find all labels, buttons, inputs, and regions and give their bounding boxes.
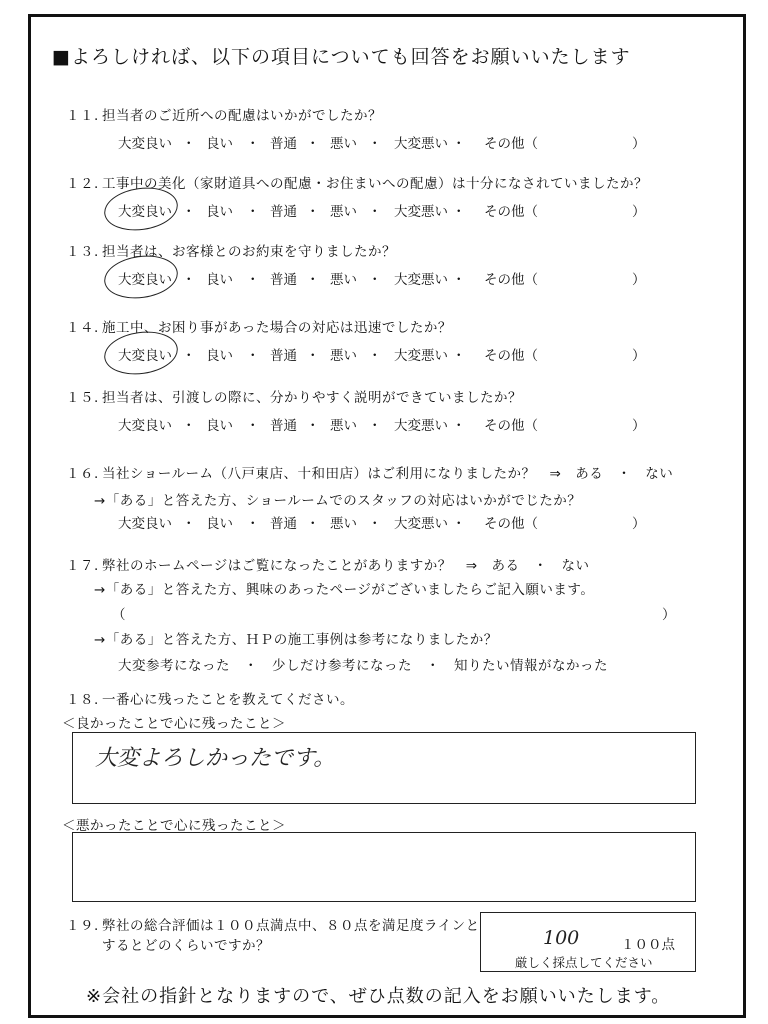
q19-line1: 弊社の総合評価は１００点満点中、８０点を満足度ラインと [102, 918, 480, 934]
q12-separator-dot: ・ [306, 204, 320, 220]
q19-score-note: 厳しく採点してください [515, 955, 653, 970]
q13-separator-dot: ・ [452, 272, 466, 288]
q18-good-answer-handwritten: 大変よろしかったです。 [95, 746, 336, 771]
q15-opt-warui[interactable]: 悪い [330, 418, 357, 434]
q12-opt-paren-close[interactable]: ） [632, 204, 646, 220]
q14-opt-yoi[interactable]: 良い [206, 348, 233, 364]
q17-paren-close: ） [662, 607, 676, 623]
q16-separator-dot: ・ [452, 516, 466, 532]
q16-separator-dot: ・ [182, 516, 196, 532]
q11-separator-dot: ・ [306, 136, 320, 152]
q13-separator-dot: ・ [368, 272, 382, 288]
q19-line2: するとどのくらいですか？ [102, 938, 270, 954]
q11-separator-dot: ・ [182, 136, 196, 152]
q14-opt-futsu[interactable]: 普通 [270, 348, 297, 364]
q11-opt-futsu[interactable]: 普通 [270, 136, 297, 152]
q15-opt-sonota[interactable]: その他（ [484, 418, 538, 434]
q16-opt-futsu[interactable]: 普通 [270, 516, 297, 532]
q14-opt-sonota[interactable]: その他（ [484, 348, 538, 364]
q16-opt-paren-close[interactable]: ） [632, 516, 646, 532]
q13-separator-dot: ・ [182, 272, 196, 288]
q13-number: １３. [66, 244, 99, 260]
q16-separator-dot: ・ [368, 516, 382, 532]
q13-opt-yoi[interactable]: 良い [206, 272, 233, 288]
q18-number: １８. [66, 692, 99, 708]
q13-opt-paren-close[interactable]: ） [632, 272, 646, 288]
q14-opt-paren-close[interactable]: ） [632, 348, 646, 364]
q18-bad-answer-box[interactable] [72, 832, 696, 902]
q15-opt-futsu[interactable]: 普通 [270, 418, 297, 434]
q15-opt-yoi[interactable]: 良い [206, 418, 233, 434]
q11-separator-dot: ・ [246, 136, 260, 152]
q14-number: １４. [66, 320, 99, 336]
q17-sub2: →「ある」と答えた方、ＨＰの施工事例は参考になりましたか？ [94, 632, 498, 648]
q12-separator-dot: ・ [182, 204, 196, 220]
q12-opt-daihen-warui[interactable]: 大変悪い [394, 204, 448, 220]
q13-opt-futsu[interactable]: 普通 [270, 272, 297, 288]
q17-choices: 大変参考になった ・ 少しだけ参考になった ・ 知りたい情報がなかった [118, 658, 608, 674]
q14-opt-daihen-warui[interactable]: 大変悪い [394, 348, 448, 364]
q14-separator-dot: ・ [306, 348, 320, 364]
q16-separator-dot: ・ [246, 516, 260, 532]
q16-sub: →「ある」と答えた方、ショールームでのスタッフの対応はいかがでじたか？ [94, 493, 582, 509]
q11-opt-sonota[interactable]: その他（ [484, 136, 538, 152]
q16-opt-yoi[interactable]: 良い [206, 516, 233, 532]
q11-opt-daihen-yoi[interactable]: 大変良い [118, 136, 172, 152]
q19-score-handwritten: 100 [543, 927, 580, 949]
q11-opt-daihen-warui[interactable]: 大変悪い [394, 136, 448, 152]
q14-separator-dot: ・ [452, 348, 466, 364]
q11-opt-paren-close[interactable]: ） [632, 136, 646, 152]
q15-separator-dot: ・ [452, 418, 466, 434]
q16-separator-dot: ・ [306, 516, 320, 532]
q12-separator-dot: ・ [368, 204, 382, 220]
footer-note: ※会社の指針となりますので、ぜひ点数の記入をお願いいたします。 [86, 986, 671, 1007]
q13-text: 担当者は、お客様とのお約束を守りましたか？ [102, 244, 396, 260]
q12-opt-warui[interactable]: 悪い [330, 204, 357, 220]
q18-good-answer-box[interactable] [72, 732, 696, 804]
q15-separator-dot: ・ [182, 418, 196, 434]
q12-number: １２. [66, 176, 99, 192]
q12-text: 工事中の美化（家財道具への配慮・お住まいへの配慮）は十分になされていましたか？ [102, 176, 648, 192]
q17-sub1: →「ある」と答えた方、興味のあったページがございましたらご記入願います。 [94, 582, 595, 598]
q18-good-label: ＜良かったことで心に残ったこと＞ [62, 716, 286, 732]
q15-text: 担当者は、引渡しの際に、分かりやすく説明ができていましたか？ [102, 390, 522, 406]
q16-opt-daihen-warui[interactable]: 大変悪い [394, 516, 448, 532]
q13-separator-dot: ・ [306, 272, 320, 288]
q12-opt-daihen-yoi[interactable]: 大変良い [118, 204, 172, 220]
q13-opt-daihen-warui[interactable]: 大変悪い [394, 272, 448, 288]
q15-opt-daihen-warui[interactable]: 大変悪い [394, 418, 448, 434]
q15-number: １５. [66, 390, 99, 406]
q19-score-box[interactable] [480, 912, 696, 972]
q13-opt-sonota[interactable]: その他（ [484, 272, 538, 288]
q12-opt-futsu[interactable]: 普通 [270, 204, 297, 220]
q12-opt-yoi[interactable]: 良い [206, 204, 233, 220]
q14-opt-warui[interactable]: 悪い [330, 348, 357, 364]
form-header: ■よろしければ、以下の項目についても回答をお願いいたします [52, 46, 631, 68]
q19-number: １９. [66, 918, 99, 934]
q11-separator-dot: ・ [452, 136, 466, 152]
q14-opt-daihen-yoi[interactable]: 大変良い [118, 348, 172, 364]
q15-opt-daihen-yoi[interactable]: 大変良い [118, 418, 172, 434]
q15-separator-dot: ・ [246, 418, 260, 434]
q11-opt-yoi[interactable]: 良い [206, 136, 233, 152]
q11-text: 担当者のご近所への配慮はいかがでしたか？ [102, 108, 382, 124]
q11-opt-warui[interactable]: 悪い [330, 136, 357, 152]
q14-separator-dot: ・ [246, 348, 260, 364]
q14-text: 施工中、お困り事があった場合の対応は迅速でしたか？ [102, 320, 452, 336]
q14-separator-dot: ・ [182, 348, 196, 364]
q12-opt-sonota[interactable]: その他（ [484, 204, 538, 220]
q19-score-suffix: １００点 [621, 937, 675, 953]
q17-text: 弊社のホームページはご覧になったことがありますか？ ⇒ ある ・ ない [102, 558, 590, 574]
q16-opt-warui[interactable]: 悪い [330, 516, 357, 532]
q12-separator-dot: ・ [452, 204, 466, 220]
q15-separator-dot: ・ [306, 418, 320, 434]
q13-opt-daihen-yoi[interactable]: 大変良い [118, 272, 172, 288]
q18-text: 一番心に残ったことを教えてください。 [102, 692, 354, 708]
q11-number: １１. [66, 108, 99, 124]
q11-separator-dot: ・ [368, 136, 382, 152]
q17-number: １７. [66, 558, 99, 574]
q14-separator-dot: ・ [368, 348, 382, 364]
q15-opt-paren-close[interactable]: ） [632, 418, 646, 434]
q16-text: 当社ショールーム（八戸東店、十和田店）はご利用になりましたか？ ⇒ ある ・ ない [102, 466, 674, 482]
q16-opt-daihen-yoi[interactable]: 大変良い [118, 516, 172, 532]
q16-number: １６. [66, 466, 99, 482]
q17-paren-open: （ [112, 607, 126, 623]
q13-separator-dot: ・ [246, 272, 260, 288]
q13-opt-warui[interactable]: 悪い [330, 272, 357, 288]
q12-separator-dot: ・ [246, 204, 260, 220]
q15-separator-dot: ・ [368, 418, 382, 434]
q16-opt-sonota[interactable]: その他（ [484, 516, 538, 532]
q18-bad-label: ＜悪かったことで心に残ったこと＞ [62, 818, 286, 834]
